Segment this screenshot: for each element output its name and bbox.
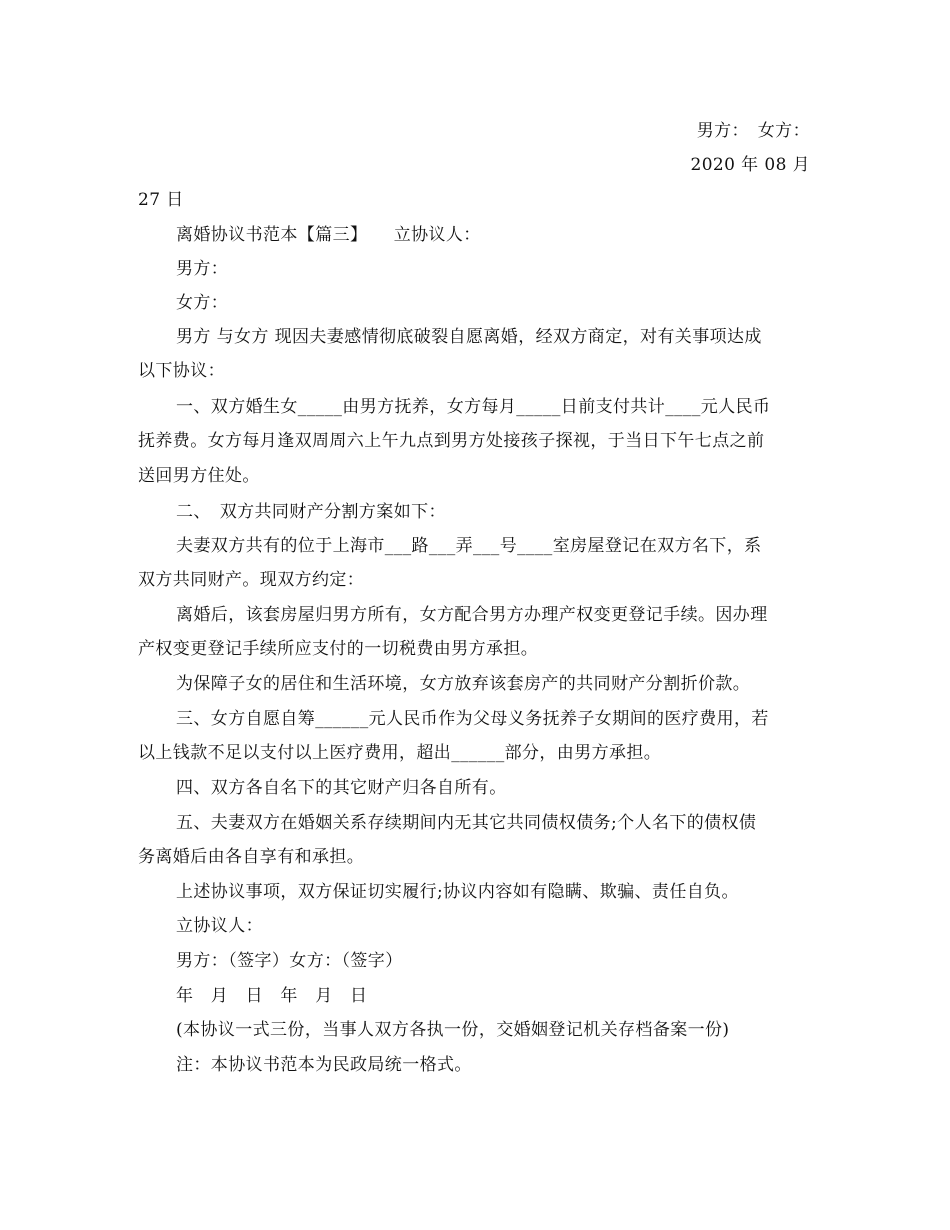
party-male: 男方： — [176, 259, 229, 279]
header-parties: 男方： 女方： — [696, 121, 810, 141]
clause-2-line: 双方共同财产。现双方约定： — [138, 570, 365, 590]
clause-2-line: 离婚后，该套房屋归男方所有，女方配合男方办理产权变更登记手续。因办理 — [176, 605, 768, 625]
header-date: 2020 年 08 月 — [690, 155, 810, 175]
intro-paragraph-line: 以下协议： — [138, 361, 225, 381]
clause-1-line: 抚养费。女方每月逢双周周六上午九点到男方处接孩子探视，于当日下午七点之前 — [138, 431, 765, 451]
clause-2-line: 产权变更登记手续所应支付的一切税费由男方承担。 — [138, 639, 539, 659]
clause-2-heading: 二、 双方共同财产分割方案如下： — [176, 502, 446, 522]
intro-paragraph-line: 男方 与女方 现因夫妻感情彻底破裂自愿离婚，经双方商定，对有关事项达成 — [176, 327, 762, 347]
clause-2-line: 夫妻双方共有的位于上海市___路___弄___号____室房屋登记在双方名下，系 — [176, 536, 762, 556]
clause-4: 四、双方各自名下的其它财产归各自所有。 — [176, 778, 507, 798]
signature-line: 男方：（签字）女方：（签字） — [176, 951, 403, 971]
document-title: 离婚协议书范本【篇三】 立协议人： — [176, 225, 481, 245]
clause-1-line: 一、双方婚生女_____由男方抚养，女方每月_____日前支付共计____元人民币 — [176, 397, 771, 417]
clause-5-line: 务离婚后由各自享有和承担。 — [138, 847, 365, 867]
clause-3-line: 以上钱款不足以支付以上医疗费用，超出______部分，由男方承担。 — [138, 743, 662, 763]
copies-note: (本协议一式三份，当事人双方各执一份，交婚姻登记机关存档备案一份) — [176, 1020, 730, 1040]
clause-1-line: 送回男方住处。 — [138, 466, 260, 486]
signers-label: 立协议人： — [176, 916, 263, 936]
party-female: 女方： — [176, 293, 229, 313]
clause-5-line: 五、夫妻双方在婚姻关系存续期间内无其它共同债权债务;个人名下的债权债 — [176, 813, 757, 833]
clause-2-line: 为保障子女的居住和生活环境，女方放弃该套房产的共同财产分割折价款。 — [176, 674, 751, 694]
clause-3-line: 三、女方自愿自筹______元人民币作为父母义务抚养子女期间的医疗费用，若 — [176, 709, 769, 729]
guarantee-statement: 上述协议事项，双方保证切实履行;协议内容如有隐瞒、欺骗、责任自负。 — [176, 882, 739, 902]
footnote: 注：本协议书范本为民政局统一格式。 — [176, 1055, 472, 1075]
date-blanks: 年 月 日 年 月 日 — [176, 986, 368, 1006]
header-date-day: 27 日 — [138, 190, 184, 210]
